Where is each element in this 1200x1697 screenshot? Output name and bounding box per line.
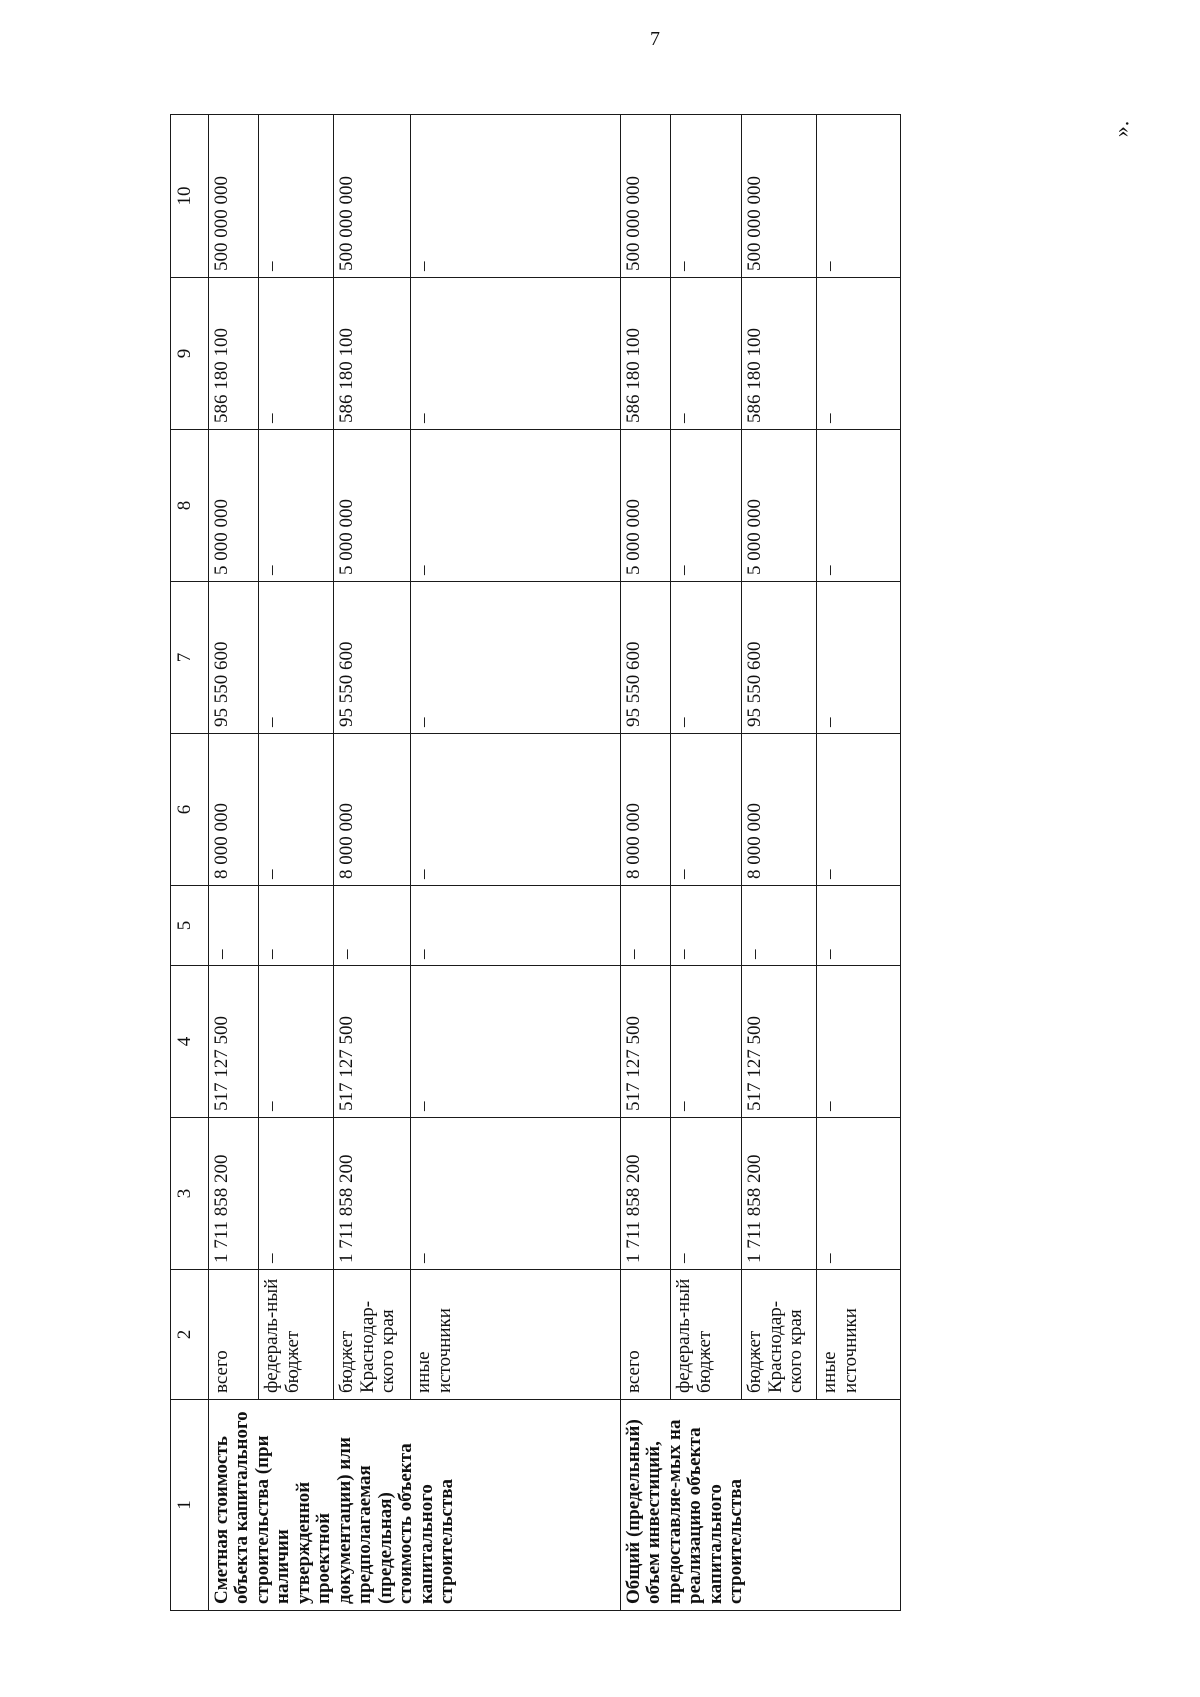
value-cell: 500 000 000	[334, 115, 411, 278]
value-cell: –	[411, 430, 620, 582]
value-cell: –	[817, 966, 901, 1118]
value-cell: 1 711 858 200	[334, 1118, 411, 1270]
column-number: 1	[171, 1400, 209, 1611]
value-cell: –	[259, 115, 334, 278]
table-row	[742, 115, 817, 1611]
funding-source: иные источники	[817, 1270, 901, 1400]
value-cell: 5 000 000	[208, 430, 258, 582]
value-cell: 5 000 000	[742, 430, 817, 582]
table-row	[817, 115, 901, 1611]
value-cell: –	[259, 886, 334, 966]
value-cell: –	[817, 734, 901, 886]
value-cell: –	[671, 966, 742, 1118]
value-cell: –	[259, 966, 334, 1118]
closing-quote-mark: ».	[1108, 120, 1134, 138]
value-cell: –	[259, 582, 334, 734]
funding-source: федераль-ный бюджет	[259, 1270, 334, 1400]
group-label: Сметная стоимость объекта капитального строительства (при наличии утвержденной проектной документации) или предполагаемая (предельная) стоимость объекта капитального строительства	[208, 1400, 620, 1611]
value-cell: –	[259, 278, 334, 430]
value-cell: 95 550 600	[208, 582, 258, 734]
budget-table-container	[170, 115, 901, 1611]
value-cell: –	[259, 1118, 334, 1270]
value-cell: –	[411, 115, 620, 278]
value-cell: 8 000 000	[620, 734, 670, 886]
value-cell: –	[411, 734, 620, 886]
value-cell: –	[817, 886, 901, 966]
value-cell: 586 180 100	[208, 278, 258, 430]
column-number: 5	[171, 886, 209, 966]
value-cell: 586 180 100	[620, 278, 670, 430]
column-number: 2	[171, 1270, 209, 1400]
value-cell: –	[742, 886, 817, 966]
value-cell: –	[411, 278, 620, 430]
value-cell: 1 711 858 200	[620, 1118, 670, 1270]
table-row	[259, 115, 334, 1611]
value-cell: –	[411, 1118, 620, 1270]
value-cell: 517 127 500	[742, 966, 817, 1118]
value-cell: –	[817, 278, 901, 430]
page-number: 7	[650, 28, 660, 50]
column-number: 10	[171, 115, 209, 278]
column-number: 8	[171, 430, 209, 582]
value-cell: 95 550 600	[742, 582, 817, 734]
table-row	[620, 115, 670, 1611]
table-row	[208, 115, 258, 1611]
column-number-row	[171, 115, 209, 1611]
value-cell: –	[671, 278, 742, 430]
value-cell: –	[334, 886, 411, 966]
value-cell: –	[259, 734, 334, 886]
value-cell: 500 000 000	[620, 115, 670, 278]
budget-table	[170, 114, 901, 1611]
column-number: 7	[171, 582, 209, 734]
value-cell: –	[671, 582, 742, 734]
column-number: 3	[171, 1118, 209, 1270]
value-cell: –	[411, 886, 620, 966]
value-cell: 586 180 100	[742, 278, 817, 430]
value-cell: –	[411, 966, 620, 1118]
value-cell: 1 711 858 200	[742, 1118, 817, 1270]
table-row	[671, 115, 742, 1611]
value-cell: 500 000 000	[208, 115, 258, 278]
value-cell: 5 000 000	[334, 430, 411, 582]
value-cell: 500 000 000	[742, 115, 817, 278]
value-cell: 8 000 000	[742, 734, 817, 886]
value-cell: 5 000 000	[620, 430, 670, 582]
value-cell: 1 711 858 200	[208, 1118, 258, 1270]
funding-source: федераль-ный бюджет	[671, 1270, 742, 1400]
column-number: 4	[171, 966, 209, 1118]
value-cell: –	[817, 1118, 901, 1270]
value-cell: 517 127 500	[620, 966, 670, 1118]
table-row	[411, 115, 620, 1611]
value-cell: –	[411, 582, 620, 734]
funding-source: всего	[620, 1270, 670, 1400]
value-cell: 95 550 600	[334, 582, 411, 734]
funding-source: бюджет Краснодар-ского края	[742, 1270, 817, 1400]
value-cell: 8 000 000	[334, 734, 411, 886]
column-number: 6	[171, 734, 209, 886]
table-row	[334, 115, 411, 1611]
value-cell: –	[620, 886, 670, 966]
value-cell: –	[671, 1118, 742, 1270]
value-cell: –	[817, 582, 901, 734]
value-cell: –	[671, 115, 742, 278]
value-cell: –	[671, 430, 742, 582]
group-label: Общий (предельный) объем инвестиций, предоставляе-мых на реализацию объекта капитального строительства	[620, 1400, 900, 1611]
value-cell: –	[671, 734, 742, 886]
value-cell: 8 000 000	[208, 734, 258, 886]
column-number: 9	[171, 278, 209, 430]
value-cell: 517 127 500	[334, 966, 411, 1118]
value-cell: 95 550 600	[620, 582, 670, 734]
funding-source: всего	[208, 1270, 258, 1400]
value-cell: –	[259, 430, 334, 582]
value-cell: –	[208, 886, 258, 966]
funding-source: иные источники	[411, 1270, 620, 1400]
funding-source: бюджет Краснодар-ского края	[334, 1270, 411, 1400]
value-cell: 517 127 500	[208, 966, 258, 1118]
value-cell: 586 180 100	[334, 278, 411, 430]
value-cell: –	[671, 886, 742, 966]
value-cell: –	[817, 115, 901, 278]
value-cell: –	[817, 430, 901, 582]
